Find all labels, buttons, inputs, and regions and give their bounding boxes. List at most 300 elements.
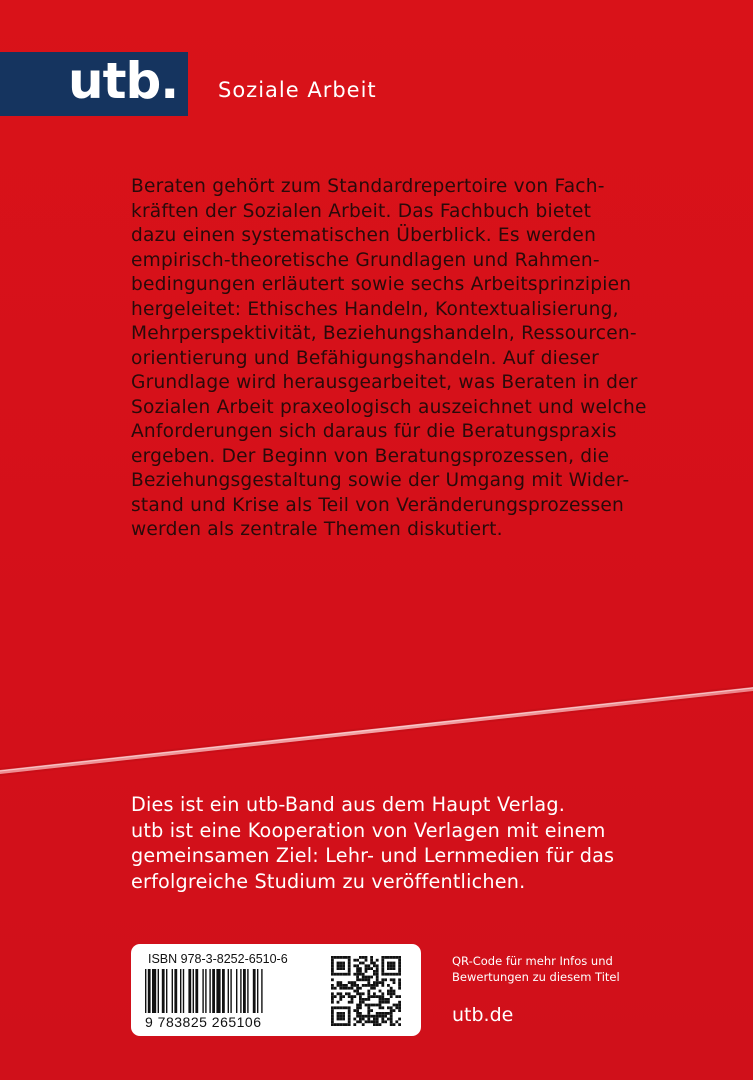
qr-module — [337, 1012, 340, 1015]
qr-module — [381, 1018, 384, 1021]
qr-module — [367, 1009, 370, 1012]
qr-module — [384, 1001, 387, 1004]
qr-module — [390, 1018, 393, 1021]
qr-module — [381, 1012, 384, 1015]
barcode-bar — [212, 969, 215, 1013]
qr-module — [342, 984, 345, 987]
barcode-bar — [253, 969, 256, 1013]
qr-module — [395, 1004, 398, 1007]
qr-module — [373, 987, 376, 990]
qr-module — [339, 1006, 342, 1009]
qr-module — [356, 987, 359, 990]
qr-module — [337, 967, 340, 970]
qr-module — [362, 1001, 365, 1004]
qr-module — [370, 984, 373, 987]
qr-module — [356, 976, 359, 979]
description-line: Beziehungsgestaltung sowie der Umgang mit Wider- — [131, 470, 630, 491]
qr-module — [331, 1015, 334, 1018]
qr-module — [362, 976, 365, 979]
qr-module — [331, 995, 334, 998]
qr-module — [387, 998, 390, 1001]
barcode-bar — [158, 969, 159, 1013]
barcode-digits: 9 783825 265106 — [145, 1014, 262, 1030]
qr-module — [339, 973, 342, 976]
qr-module — [365, 1015, 368, 1018]
qr-module — [339, 1012, 342, 1015]
qr-module — [365, 959, 368, 962]
qr-module — [376, 1023, 379, 1026]
qr-module — [362, 998, 365, 1001]
qr-module — [398, 1006, 401, 1009]
qr-module — [331, 962, 334, 965]
utb-logo — [0, 52, 188, 116]
qr-module — [331, 973, 334, 976]
qr-module — [387, 956, 390, 959]
qr-module — [348, 970, 351, 973]
barcode-bar — [148, 969, 151, 1013]
qr-module — [362, 973, 365, 976]
qr-module — [331, 967, 334, 970]
logo-text: utb. — [68, 52, 179, 110]
qr-module — [356, 978, 359, 981]
qr-module — [367, 967, 370, 970]
qr-module — [331, 1001, 334, 1004]
qr-module — [376, 973, 379, 976]
qr-module — [351, 987, 354, 990]
qr-module — [393, 1004, 396, 1007]
qr-module — [342, 987, 345, 990]
qr-module — [348, 1012, 351, 1015]
qr-module — [342, 1018, 345, 1021]
qr-module — [334, 987, 337, 990]
qr-module — [339, 998, 342, 1001]
qr-module — [356, 1015, 359, 1018]
qr-module — [348, 1001, 351, 1004]
qr-module — [393, 964, 396, 967]
qr-module — [387, 1018, 390, 1021]
qr-module — [351, 981, 354, 984]
qr-caption-line: QR-Code für mehr Infos und — [452, 954, 613, 968]
qr-module — [365, 967, 368, 970]
qr-module — [398, 1023, 401, 1026]
qr-module — [398, 984, 401, 987]
qr-module — [337, 962, 340, 965]
qr-module — [387, 1001, 390, 1004]
qr-module — [353, 973, 356, 976]
qr-module — [345, 1023, 348, 1026]
qr-module — [337, 984, 340, 987]
qr-module — [334, 973, 337, 976]
qr-module — [365, 978, 368, 981]
qr-module — [384, 973, 387, 976]
qr-module — [390, 956, 393, 959]
qr-module — [367, 1018, 370, 1021]
qr-module — [379, 1001, 382, 1004]
qr-module — [348, 967, 351, 970]
qr-module — [381, 1015, 384, 1018]
qr-module — [379, 1023, 382, 1026]
qr-module — [390, 964, 393, 967]
qr-module — [393, 981, 396, 984]
qr-module — [348, 995, 351, 998]
qr-module — [367, 1020, 370, 1023]
qr-module — [331, 992, 334, 995]
barcode-bar — [162, 969, 165, 1013]
qr-module — [345, 992, 348, 995]
barcode-bar — [240, 969, 241, 1013]
qr-module — [398, 962, 401, 965]
qr-module — [393, 1023, 396, 1026]
qr-module — [348, 992, 351, 995]
qr-module — [373, 1023, 376, 1026]
qr-module — [373, 962, 376, 965]
qr-code[interactable] — [331, 956, 401, 1026]
qr-module — [342, 995, 345, 998]
qr-module — [390, 962, 393, 965]
qr-module — [370, 987, 373, 990]
qr-module — [384, 1020, 387, 1023]
qr-module — [381, 998, 384, 1001]
qr-module — [337, 981, 340, 984]
qr-module — [370, 995, 373, 998]
qr-module — [342, 964, 345, 967]
qr-module — [337, 964, 340, 967]
description-line: Sozialen Arbeit praxeologisch auszeichnet und welche — [131, 396, 647, 418]
description-line: Beraten gehört zum Standardrepertoire von Fach- — [131, 176, 605, 197]
qr-module — [331, 1020, 334, 1023]
qr-module — [390, 1012, 393, 1015]
qr-module — [353, 964, 356, 967]
ean-barcode — [145, 969, 315, 1015]
qr-module — [379, 1006, 382, 1009]
qr-module — [348, 1009, 351, 1012]
qr-module — [359, 995, 362, 998]
qr-module — [376, 1012, 379, 1015]
qr-module — [367, 1015, 370, 1018]
qr-module — [381, 984, 384, 987]
qr-module — [379, 998, 382, 1001]
qr-module — [331, 1006, 334, 1009]
qr-module — [353, 1023, 356, 1026]
qr-module — [387, 962, 390, 965]
qr-module — [373, 1020, 376, 1023]
qr-module — [398, 1018, 401, 1021]
qr-module — [331, 1012, 334, 1015]
qr-module — [393, 978, 396, 981]
qr-module — [365, 984, 368, 987]
qr-module — [379, 1015, 382, 1018]
qr-module — [342, 1015, 345, 1018]
qr-caption-line: Bewertungen zu diesem Titel — [452, 970, 620, 984]
qr-module — [373, 995, 376, 998]
qr-module — [337, 1006, 340, 1009]
qr-module — [390, 973, 393, 976]
qr-module — [359, 1004, 362, 1007]
qr-module — [367, 981, 370, 984]
website-link[interactable]: utb.de — [452, 1004, 514, 1026]
qr-module — [342, 956, 345, 959]
qr-module — [348, 973, 351, 976]
qr-module — [362, 1018, 365, 1021]
qr-module — [370, 1015, 373, 1018]
qr-module — [381, 981, 384, 984]
qr-module — [381, 992, 384, 995]
qr-module — [331, 964, 334, 967]
qr-module — [381, 962, 384, 965]
barcode-bar — [174, 969, 177, 1013]
qr-module — [393, 992, 396, 995]
qr-module — [370, 967, 373, 970]
qr-module — [353, 959, 356, 962]
qr-module — [337, 973, 340, 976]
qr-module — [345, 956, 348, 959]
qr-module — [379, 981, 382, 984]
qr-module — [387, 967, 390, 970]
description-line: bedingungen erläutert sowie sechs Arbeitsprinzipien — [131, 274, 632, 295]
barcode-bar — [228, 969, 229, 1013]
qr-module — [359, 973, 362, 976]
description-line: werden als zentrale Themen diskutiert. — [131, 519, 503, 540]
description-line: kräften der Sozialen Arbeit. Das Fachbuch bietet — [131, 200, 592, 222]
qr-module — [356, 973, 359, 976]
barcode-bar — [145, 969, 146, 1013]
qr-module — [398, 967, 401, 970]
qr-module — [334, 1023, 337, 1026]
qr-module — [390, 967, 393, 970]
qr-module — [379, 1012, 382, 1015]
qr-module — [390, 987, 393, 990]
qr-module — [381, 978, 384, 981]
qr-module — [390, 1015, 393, 1018]
qr-module — [398, 959, 401, 962]
qr-module — [370, 959, 373, 962]
qr-module — [381, 1020, 384, 1023]
qr-module — [384, 1015, 387, 1018]
qr-module — [345, 987, 348, 990]
qr-module — [387, 992, 390, 995]
qr-module — [390, 995, 393, 998]
qr-module — [362, 962, 365, 965]
qr-module — [356, 992, 359, 995]
qr-module — [353, 1018, 356, 1021]
qr-module — [359, 998, 362, 1001]
qr-module — [393, 967, 396, 970]
qr-module — [334, 956, 337, 959]
qr-module — [365, 970, 368, 973]
qr-module — [356, 984, 359, 987]
barcode-bar — [180, 969, 181, 1013]
qr-module — [362, 992, 365, 995]
qr-module — [331, 1023, 334, 1026]
qr-module — [331, 956, 334, 959]
qr-module — [353, 981, 356, 984]
qr-module — [381, 970, 384, 973]
qr-module — [348, 987, 351, 990]
isbn-label: ISBN 978-3-8252-6510-6 — [148, 952, 288, 966]
qr-module — [395, 995, 398, 998]
qr-module — [390, 990, 393, 993]
qr-module — [359, 1020, 362, 1023]
qr-module — [373, 1018, 376, 1021]
qr-module — [367, 998, 370, 1001]
qr-module — [370, 1004, 373, 1007]
qr-module — [345, 973, 348, 976]
qr-module — [351, 995, 354, 998]
qr-module — [356, 1009, 359, 1012]
qr-module — [381, 1001, 384, 1004]
qr-module — [373, 964, 376, 967]
qr-module — [359, 967, 362, 970]
qr-module — [398, 987, 401, 990]
barcode-bar — [209, 969, 210, 1013]
imprint-line: erfolgreiche Studium zu veröffentlichen. — [131, 869, 526, 893]
qr-module — [348, 1018, 351, 1021]
qr-module — [331, 970, 334, 973]
barcode-bar — [183, 969, 184, 1013]
qr-module — [331, 987, 334, 990]
barcode-bar — [166, 969, 167, 1013]
qr-module — [356, 1006, 359, 1009]
qr-module — [381, 959, 384, 962]
barcode-bar — [243, 969, 246, 1013]
qr-module — [362, 1023, 365, 1026]
qr-module — [387, 1012, 390, 1015]
qr-module — [376, 1004, 379, 1007]
qr-module — [356, 967, 359, 970]
qr-module — [353, 995, 356, 998]
qr-module — [376, 984, 379, 987]
qr-module — [331, 1009, 334, 1012]
qr-module — [381, 995, 384, 998]
qr-module — [387, 973, 390, 976]
qr-module — [339, 956, 342, 959]
qr-module — [342, 1023, 345, 1026]
qr-module — [387, 984, 390, 987]
qr-module — [342, 962, 345, 965]
imprint-line: gemeinsamen Ziel: Lehr- und Lernmedien für das — [131, 844, 615, 867]
barcode-bar — [247, 969, 248, 1013]
qr-module — [353, 990, 356, 993]
qr-module — [395, 973, 398, 976]
qr-module — [398, 981, 401, 984]
qr-module — [359, 992, 362, 995]
qr-module — [365, 976, 368, 979]
barcode-bar — [230, 969, 231, 1013]
qr-module — [367, 995, 370, 998]
qr-module — [381, 973, 384, 976]
qr-module — [393, 990, 396, 993]
qr-module — [390, 1020, 393, 1023]
qr-module — [351, 1001, 354, 1004]
qr-module — [362, 984, 365, 987]
qr-module — [348, 1020, 351, 1023]
qr-module — [376, 967, 379, 970]
qr-module — [345, 984, 348, 987]
qr-module — [348, 1023, 351, 1026]
description-line: empirisch-theoretische Grundlagen und Rahmen- — [131, 249, 600, 271]
barcode-bar — [202, 969, 203, 1013]
qr-module — [370, 956, 373, 959]
qr-module — [356, 959, 359, 962]
description-line: hergeleitet: Ethisches Handeln, Kontextualisierung, — [131, 298, 619, 320]
series-title: Soziale Arbeit — [218, 78, 377, 102]
qr-module — [398, 964, 401, 967]
qr-module — [359, 970, 362, 973]
qr-module — [348, 959, 351, 962]
barcode-bar — [222, 969, 225, 1013]
qr-module — [331, 978, 334, 981]
qr-module — [390, 1023, 393, 1026]
qr-module — [379, 990, 382, 993]
qr-module — [365, 998, 368, 1001]
qr-module — [345, 1006, 348, 1009]
qr-module — [359, 978, 362, 981]
qr-module — [370, 1009, 373, 1012]
qr-module — [381, 1006, 384, 1009]
qr-module — [359, 962, 362, 965]
qr-module — [395, 956, 398, 959]
qr-module — [398, 1004, 401, 1007]
qr-module — [398, 970, 401, 973]
qr-module — [359, 1018, 362, 1021]
qr-module — [359, 1001, 362, 1004]
qr-module — [393, 973, 396, 976]
qr-module — [373, 981, 376, 984]
qr-module — [356, 970, 359, 973]
barcode-panel — [131, 944, 421, 1036]
qr-module — [398, 1001, 401, 1004]
qr-module — [381, 964, 384, 967]
qr-module — [367, 1006, 370, 1009]
qr-module — [367, 1012, 370, 1015]
qr-module — [342, 967, 345, 970]
qr-module — [390, 978, 393, 981]
qr-module — [376, 1018, 379, 1021]
qr-module — [381, 967, 384, 970]
description-line: dazu einen systematischen Überblick. Es werden — [131, 225, 597, 246]
barcode-bar — [205, 969, 206, 1013]
qr-module — [384, 978, 387, 981]
qr-module — [370, 976, 373, 979]
qr-module — [390, 992, 393, 995]
qr-module — [395, 1020, 398, 1023]
qr-module — [373, 984, 376, 987]
qr-module — [353, 984, 356, 987]
qr-module — [339, 995, 342, 998]
qr-module — [398, 956, 401, 959]
qr-module — [339, 1015, 342, 1018]
barcode-bar — [152, 969, 156, 1013]
qr-module — [348, 962, 351, 965]
barcode-bar — [257, 969, 258, 1013]
qr-module — [367, 964, 370, 967]
qr-module — [367, 976, 370, 979]
qr-module — [384, 998, 387, 1001]
qr-module — [331, 959, 334, 962]
qr-module — [376, 1020, 379, 1023]
qr-module — [348, 981, 351, 984]
barcode-bar — [216, 969, 220, 1013]
qr-module — [337, 992, 340, 995]
description-line: stand und Krise als Teil von Veränderungsprozessen — [131, 494, 624, 516]
barcode-bar — [193, 969, 194, 1013]
qr-module — [393, 962, 396, 965]
qr-module — [365, 964, 368, 967]
qr-module — [387, 990, 390, 993]
description-line: Anforderungen sich daraus für die Beratungspraxis — [131, 421, 617, 442]
qr-module — [359, 1015, 362, 1018]
qr-module — [353, 1009, 356, 1012]
